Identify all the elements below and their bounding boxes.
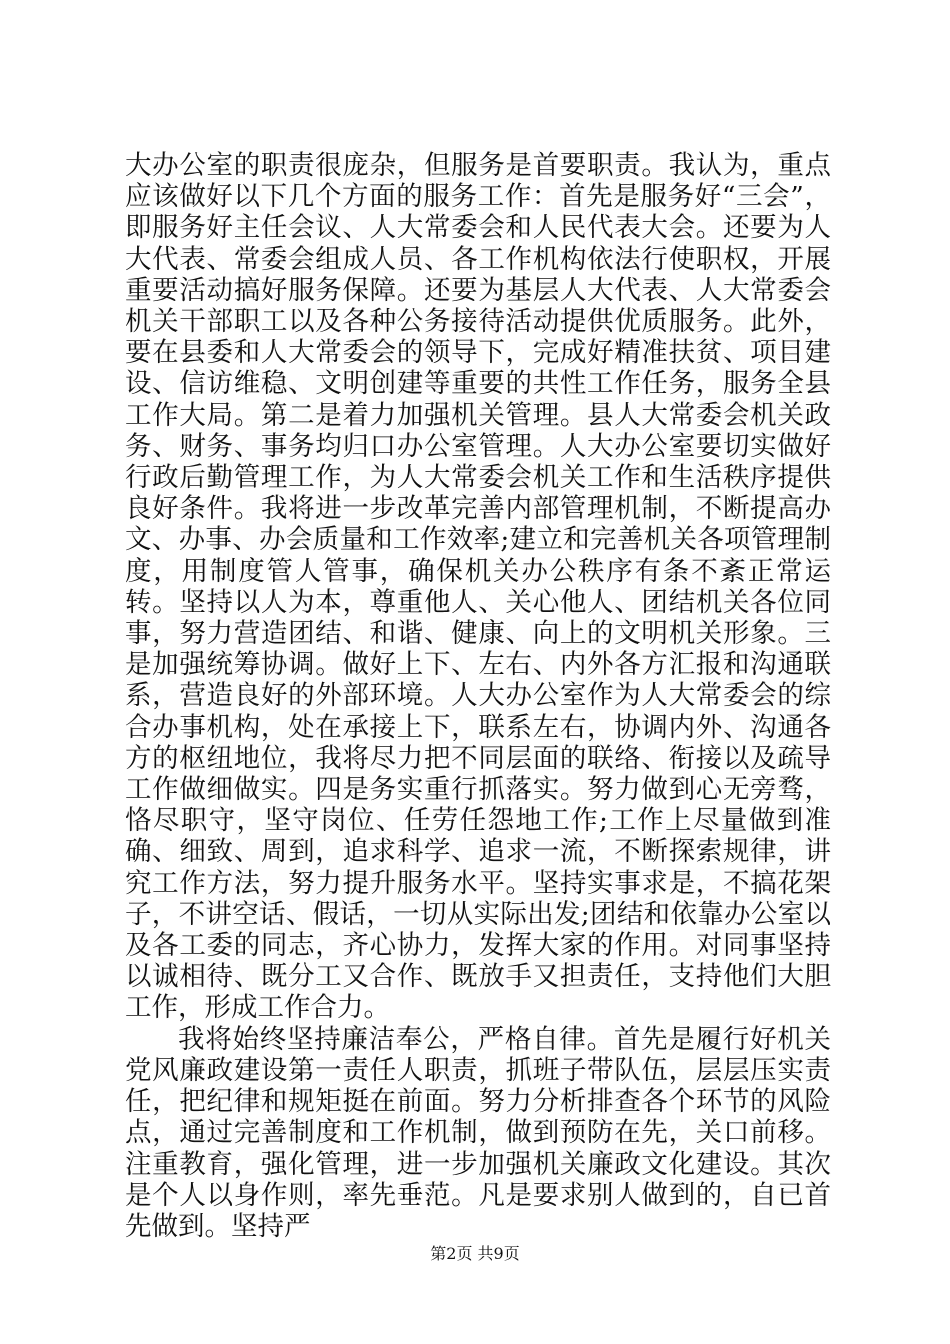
paragraph-2: 我将始终坚持廉洁奉公，严格自律。首先是履行好机关党风廉政建设第一责任人职责，抓班子带队伍，层层压实责任，把纪律和规矩挺在前面。努力分析排查各个环节的风险点，通过完善制度和工作机制，做到预防在先，关口前移。注重教育，强化管理，进一步加强机关廉政文化建设。其次是个人以身作则，率先垂范。凡是要求别人做到的，自已首先做到。坚持严 xyxy=(125,1023,831,1242)
page-footer: 第2页 共9页 xyxy=(430,1244,520,1263)
paragraph-1: 大办公室的职责很庞杂，但服务是首要职责。我认为，重点应该做好以下几个方面的服务工作：首先是服务好“三会”，即服务好主任会议、人大常委会和人民代表大会。还要为人大代表、常委会组成人员、各工作机构依法行使职权，开展重要活动搞好服务保障。还要为基层人大代表、人大常委会机关干部职工以及各种公务接待活动提供优质服务。此外，要在县委和人大常委会的领导下，完成好精准扶贫、项目建设、信访维稳、文明创建等重要的共性工作任务，服务全县工作大局。第二是着力加强机关管理。县人大常委会机关政务、财务、事务均归口办公室管理。人大办公室要切实做好行政后勤管理工作，为人大常委会机关工作和生活秩序提供良好条件。我将进一步改革完善内部管理机制，不断提高办文、办事、办会质量和工作效率;建立和完善机关各项管理制度，用制度管人管事，确保机关办公秩序有条不紊正常运转。坚持以人为本，尊重他人、关心他人、团结机关各位同事，努力营造团结、和谐、健康、向上的文明机关形象。三是加强统筹协调。做好上下、左右、内外各方汇报和沟通联系，营造良好的外部环境。人大办公室作为人大常委会的综合办事机构，处在承接上下，联系左右，协调内外、沟通各方的枢纽地位，我将尽力把不同层面的联络、衔接以及疏导工作做细做实。四是务实重行抓落实。努力做到心无旁骛，恪尽职守，坚守岗位、任劳任怨地工作;工作上尽量做到准确、细致、周到，追求科学、追求一流，不断探索规律，讲究工作方法，努力提升服务水平。坚持实事求是，不搞花架子，不讲空话、假话，一切从实际出发;团结和依靠办公室以及各工委的同志，齐心协力，发挥大家的作用。对同事坚持以诚相待、既分工又合作、既放手又担责任，支持他们大胆工作，形成工作合力。 xyxy=(125,150,831,1024)
document-body xyxy=(125,150,831,1242)
